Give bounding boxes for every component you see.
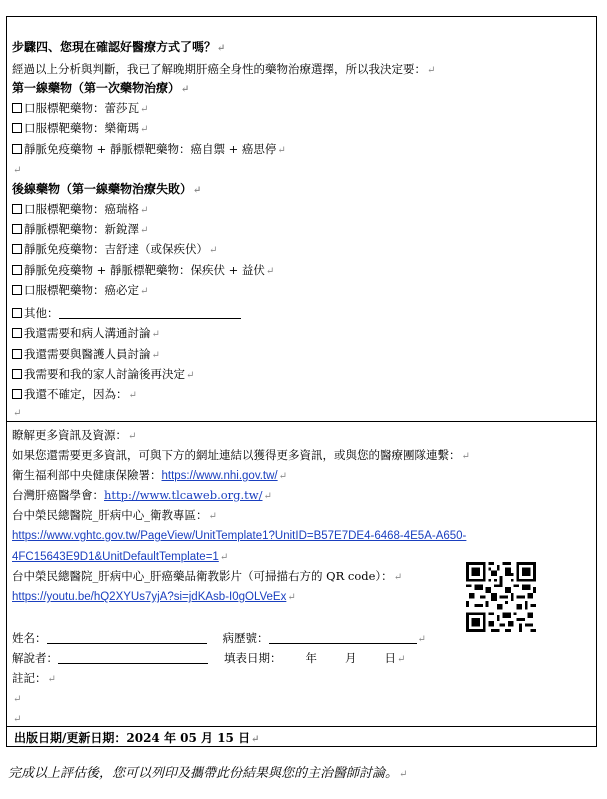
checkbox[interactable] <box>12 244 22 254</box>
second-line-title: 後線藥物（第一線藥物治療失敗）↵ <box>12 182 202 196</box>
empty-paragraph: ↵ <box>13 714 22 725</box>
name-input-line[interactable] <box>47 631 207 644</box>
checkbox[interactable] <box>12 204 22 214</box>
checkbox[interactable] <box>12 369 22 379</box>
second-line-option[interactable]: 口服標靶藥物：癌瑞格↵ <box>12 201 148 219</box>
step4-intro: 經過以上分析與判斷，我已了解晚期肝癌全身性的藥物治療選擇，所以我決定要：↵ <box>12 62 436 76</box>
empty-paragraph: ↵ <box>13 165 22 176</box>
vghtc-link[interactable]: https://www.vghtc.gov.tw/PageView/UnitTemplate1?UnitID=B57E7DE4-6468-4E5A-A650- <box>12 530 467 542</box>
step4-heading: 步驟四、您現在確認好醫療方式了嗎？↵ <box>12 40 226 54</box>
note-row: 註記：↵ <box>12 671 56 685</box>
vghtc-link-line-1 <box>12 527 466 544</box>
publish-date: 出版日期/更新日期：2024 年 05 月 15 日↵ <box>14 731 260 745</box>
other-input-line[interactable] <box>59 306 241 319</box>
qr-code-icon[interactable] <box>466 562 536 632</box>
tlca-resource: 台灣肝癌醫學會：http://www.tlcaweb.org.tw/↵ <box>12 488 272 502</box>
explainer-input-line[interactable] <box>58 651 208 664</box>
vghtc-link-continued[interactable]: 4FC15643E9D1&UnitDefaultTemplate=1 <box>12 551 219 563</box>
checkbox[interactable] <box>12 265 22 275</box>
first-line-title: 第一線藥物（第一次藥物治療）↵ <box>12 81 190 95</box>
empty-paragraph: ↵ <box>13 408 22 419</box>
other-option[interactable]: 我還需要與醫護人員討論↵ <box>12 346 160 364</box>
other-option[interactable]: 我需要和我的家人討論後再決定↵ <box>12 366 194 384</box>
checkbox[interactable] <box>12 144 22 154</box>
chart-number-input-line[interactable] <box>269 631 417 644</box>
empty-paragraph: ↵ <box>13 694 22 705</box>
first-line-option[interactable]: 靜脈免疫藥物 + 靜脈標靶藥物：癌自禦 + 癌思停↵ <box>12 141 286 159</box>
second-line-option[interactable]: 靜脈標靶藥物：新銳澤↵ <box>12 221 148 239</box>
other-option[interactable]: 我還需要和病人溝通討論↵ <box>12 325 160 343</box>
video-link[interactable]: https://youtu.be/hQ2XYUs7yjA?si=jdKAsb-I0gOLVeEx <box>12 591 287 603</box>
checkbox[interactable] <box>12 285 22 295</box>
checkbox[interactable] <box>12 224 22 234</box>
closing-note: 完成以上評估後，您可以列印及攜帶此份結果與您的主治醫師討論。↵ <box>8 766 408 781</box>
tlca-link[interactable]: http://www.tlcaweb.org.tw/ <box>104 488 263 502</box>
second-line-option[interactable]: 口服標靶藥物：癌必定↵ <box>12 282 148 300</box>
nhi-resource: 衛生福利部中央健康保險署：https://www.nhi.gov.tw/↵ <box>12 468 288 482</box>
other-option[interactable]: 其他： <box>12 305 241 321</box>
video-link-line: https://youtu.be/hQ2XYUs7yjA?si=jdKAsb-I0gOLVeEx↵ <box>12 591 296 603</box>
second-line-option[interactable]: 靜脈免疫藥物：吉舒達（或保疾伏）↵ <box>12 241 217 259</box>
checkbox[interactable] <box>12 103 22 113</box>
second-line-option[interactable]: 靜脈免疫藥物 + 靜脈標靶藥物：保疾伏 + 益伏↵ <box>12 262 274 280</box>
first-line-option[interactable]: 口服標靶藥物：樂衛瑪↵ <box>12 120 148 138</box>
explainer-row: 解說者： 填表日期： 年 月 日↵ <box>12 651 406 665</box>
checkbox[interactable] <box>12 349 22 359</box>
vghtc-link-line-2: 4FC15643E9D1&UnitDefaultTemplate=1↵ <box>12 551 229 563</box>
checkbox[interactable] <box>12 328 22 338</box>
checkbox[interactable] <box>12 308 22 318</box>
checkbox[interactable] <box>12 123 22 133</box>
video-resource-label: 台中榮民總醫院_肝病中心_肝癌藥品衛教影片（可掃描右方的 QR code）：↵ <box>12 569 403 583</box>
other-option[interactable]: 我還不確定，因為：↵ <box>12 386 137 404</box>
checkbox[interactable] <box>12 389 22 399</box>
resources-intro: 如果您還需要更多資訊，可與下方的網址連結以獲得更多資訊，或與您的醫療團隊連繫：↵ <box>12 448 470 462</box>
name-row: 姓名： 病歷號： ↵ <box>12 631 426 645</box>
vghtc-resource-label: 台中榮民總醫院_肝病中心_衛教專區：↵ <box>12 508 217 522</box>
resources-heading: 瞭解更多資訊及資源：↵ <box>12 428 137 442</box>
nhi-link[interactable]: https://www.nhi.gov.tw/ <box>161 470 278 482</box>
first-line-option[interactable]: 口服標靶藥物：蕾莎瓦↵ <box>12 100 148 118</box>
